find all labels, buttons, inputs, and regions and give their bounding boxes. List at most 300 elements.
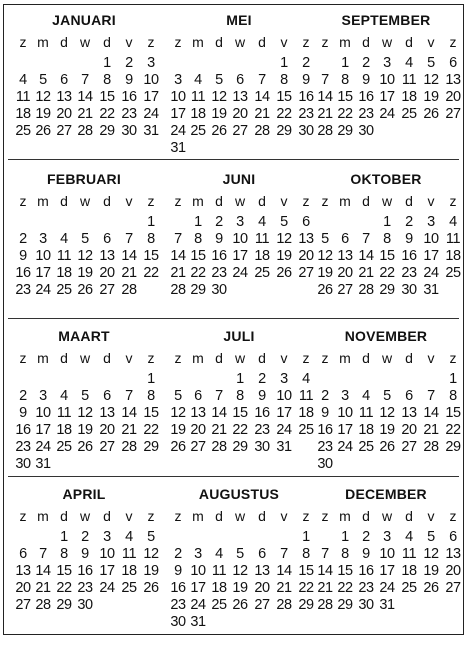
day-number: 22 — [143, 265, 159, 281]
day-number: 2 — [258, 371, 266, 387]
day-number: 5 — [81, 388, 89, 404]
day-number: 29 — [99, 123, 115, 139]
day-number: 20 — [232, 106, 248, 122]
day-number: 5 — [147, 529, 155, 545]
day-number: 25 — [211, 597, 227, 613]
weekday-label: z — [302, 350, 310, 366]
day-number: 24 — [35, 282, 51, 298]
day-number: 23 — [401, 265, 417, 281]
day-number: 27 — [56, 123, 72, 139]
day-number: 18 — [358, 422, 374, 438]
day-number: 6 — [236, 72, 244, 88]
day-number: 7 — [280, 546, 288, 562]
day-number: 3 — [174, 72, 182, 88]
weekday-label: z — [147, 508, 155, 524]
day-number: 7 — [258, 72, 266, 88]
day-number: 3 — [147, 55, 155, 71]
day-number: 19 — [170, 422, 186, 438]
day-number: 8 — [103, 72, 111, 88]
month-march — [9, 327, 159, 482]
day-number: 18 — [298, 405, 314, 421]
day-number: 10 — [170, 89, 186, 105]
day-number: 13 — [99, 248, 115, 264]
month-february — [9, 170, 159, 325]
day-number: 6 — [341, 231, 349, 247]
weekday-label: z — [449, 350, 457, 366]
day-number: 15 — [143, 248, 159, 264]
weekday-label: z — [19, 34, 27, 50]
day-number: 30 — [358, 597, 374, 613]
day-number: 7 — [362, 231, 370, 247]
month-name: MAART — [58, 328, 110, 344]
day-number: 3 — [39, 231, 47, 247]
weekday-label: v — [280, 508, 288, 524]
day-number: 26 — [170, 439, 186, 455]
weekday-label: d — [405, 34, 413, 50]
weekday-label: d — [103, 508, 111, 524]
day-number: 23 — [358, 106, 374, 122]
weekday-label: d — [60, 508, 68, 524]
day-number: 21 — [121, 422, 137, 438]
day-number: 8 — [236, 388, 244, 404]
day-number: 10 — [337, 405, 353, 421]
weekday-label: v — [125, 508, 133, 524]
day-number: 25 — [56, 282, 72, 298]
weekday-label: d — [258, 508, 266, 524]
day-number: 17 — [379, 563, 395, 579]
day-number: 7 — [427, 388, 435, 404]
day-number: 19 — [35, 106, 51, 122]
day-number: 22 — [232, 422, 248, 438]
month-july — [164, 327, 314, 482]
day-number: 14 — [276, 563, 292, 579]
day-number: 24 — [99, 580, 115, 596]
day-number: 7 — [125, 388, 133, 404]
day-number: 6 — [194, 388, 202, 404]
day-number: 27 — [401, 439, 417, 455]
weekday-label: z — [147, 350, 155, 366]
day-number: 10 — [35, 248, 51, 264]
day-number: 16 — [298, 89, 314, 105]
day-number: 22 — [445, 422, 461, 438]
day-number: 14 — [317, 563, 333, 579]
day-number: 21 — [358, 265, 374, 281]
month-august — [164, 485, 314, 640]
day-number: 18 — [211, 580, 227, 596]
day-number: 27 — [190, 439, 206, 455]
day-number: 24 — [143, 106, 159, 122]
day-number: 4 — [60, 231, 68, 247]
day-number: 3 — [236, 214, 244, 230]
day-number: 17 — [99, 563, 115, 579]
day-number: 30 — [77, 597, 93, 613]
weekday-label: z — [321, 34, 329, 50]
day-number: 27 — [337, 282, 353, 298]
day-number: 8 — [280, 72, 288, 88]
day-number: 27 — [232, 123, 248, 139]
day-number: 20 — [56, 106, 72, 122]
day-number: 3 — [427, 214, 435, 230]
day-number: 12 — [317, 248, 333, 264]
day-number: 2 — [19, 388, 27, 404]
day-number: 24 — [276, 422, 292, 438]
weekday-label: m — [192, 350, 204, 366]
weekday-label: m — [37, 350, 49, 366]
day-number: 7 — [215, 388, 223, 404]
weekday-label: d — [103, 350, 111, 366]
day-number: 31 — [423, 282, 439, 298]
day-number: 4 — [258, 214, 266, 230]
weekday-label: v — [280, 34, 288, 50]
day-number: 30 — [254, 439, 270, 455]
day-number: 19 — [232, 580, 248, 596]
day-number: 10 — [276, 388, 292, 404]
weekday-label: d — [258, 193, 266, 209]
weekday-label: v — [280, 350, 288, 366]
day-number: 14 — [35, 563, 51, 579]
day-number: 23 — [15, 282, 31, 298]
day-number: 24 — [379, 580, 395, 596]
day-number: 1 — [341, 55, 349, 71]
day-number: 22 — [337, 106, 353, 122]
weekday-label: v — [280, 193, 288, 209]
day-number: 24 — [379, 106, 395, 122]
day-number: 27 — [254, 597, 270, 613]
day-number: 11 — [56, 248, 72, 264]
day-number: 3 — [341, 388, 349, 404]
day-number: 18 — [15, 106, 31, 122]
weekday-label: w — [234, 508, 246, 524]
day-number: 13 — [401, 405, 417, 421]
day-number: 5 — [427, 529, 435, 545]
day-number: 16 — [254, 405, 270, 421]
day-number: 28 — [170, 282, 186, 298]
month-name: JANUARI — [52, 12, 116, 28]
day-number: 1 — [147, 371, 155, 387]
day-number: 15 — [56, 563, 72, 579]
weekday-label: w — [381, 193, 393, 209]
weekday-label: z — [174, 34, 182, 50]
day-number: 2 — [362, 55, 370, 71]
day-number: 31 — [190, 614, 206, 630]
day-number: 28 — [35, 597, 51, 613]
weekday-label: m — [339, 193, 351, 209]
day-number: 11 — [401, 546, 417, 562]
day-number: 26 — [211, 123, 227, 139]
day-number: 14 — [358, 248, 374, 264]
day-number: 9 — [19, 248, 27, 264]
day-number: 9 — [321, 405, 329, 421]
weekday-label: w — [234, 34, 246, 50]
weekday-label: m — [192, 34, 204, 50]
weekday-label: d — [258, 350, 266, 366]
day-number: 29 — [337, 597, 353, 613]
day-number: 27 — [15, 597, 31, 613]
day-number: 22 — [56, 580, 72, 596]
weekday-label: w — [381, 350, 393, 366]
day-number: 18 — [401, 89, 417, 105]
day-number: 10 — [232, 231, 248, 247]
day-number: 11 — [211, 563, 227, 579]
day-number: 7 — [125, 231, 133, 247]
weekday-label: d — [362, 34, 370, 50]
weekday-label: m — [339, 350, 351, 366]
day-number: 4 — [125, 529, 133, 545]
day-number: 6 — [449, 55, 457, 71]
weekday-label: d — [60, 34, 68, 50]
day-number: 19 — [379, 422, 395, 438]
day-number: 13 — [445, 72, 461, 88]
day-number: 1 — [341, 529, 349, 545]
month-name: AUGUSTUS — [198, 486, 280, 502]
day-number: 12 — [423, 546, 439, 562]
day-number: 4 — [194, 72, 202, 88]
month-name: MEI — [226, 12, 252, 28]
calendar-page — [3, 4, 464, 635]
day-number: 7 — [174, 231, 182, 247]
day-number: 6 — [103, 231, 111, 247]
day-number: 27 — [445, 580, 461, 596]
day-number: 27 — [445, 106, 461, 122]
weekday-label: z — [147, 193, 155, 209]
day-number: 6 — [405, 388, 413, 404]
day-number: 2 — [321, 388, 329, 404]
day-number: 21 — [35, 580, 51, 596]
day-number: 14 — [170, 248, 186, 264]
day-number: 13 — [56, 89, 72, 105]
day-number: 24 — [170, 123, 186, 139]
day-number: 10 — [423, 231, 439, 247]
month-name: SEPTEMBER — [341, 12, 431, 28]
day-number: 1 — [236, 371, 244, 387]
day-number: 28 — [358, 282, 374, 298]
day-number: 30 — [358, 123, 374, 139]
day-number: 24 — [423, 265, 439, 281]
day-number: 16 — [401, 248, 417, 264]
day-number: 8 — [383, 231, 391, 247]
day-number: 23 — [254, 422, 270, 438]
day-number: 10 — [99, 546, 115, 562]
day-number: 19 — [77, 422, 93, 438]
month-name: JULI — [223, 328, 255, 344]
month-name: NOVEMBER — [344, 328, 428, 344]
weekday-label: w — [381, 508, 393, 524]
day-number: 17 — [170, 106, 186, 122]
weekday-label: d — [215, 34, 223, 50]
day-number: 25 — [358, 439, 374, 455]
weekday-label: d — [405, 508, 413, 524]
day-number: 30 — [298, 123, 314, 139]
weekday-label: w — [79, 508, 91, 524]
day-number: 3 — [103, 529, 111, 545]
day-number: 7 — [81, 72, 89, 88]
day-number: 17 — [276, 405, 292, 421]
day-number: 5 — [81, 231, 89, 247]
day-number: 1 — [383, 214, 391, 230]
day-number: 16 — [77, 563, 93, 579]
day-number: 28 — [276, 597, 292, 613]
day-number: 26 — [77, 282, 93, 298]
day-number: 27 — [99, 282, 115, 298]
day-number: 20 — [190, 422, 206, 438]
day-number: 23 — [170, 597, 186, 613]
day-number: 29 — [445, 439, 461, 455]
weekday-label: d — [405, 193, 413, 209]
day-number: 9 — [174, 563, 182, 579]
day-number: 28 — [317, 597, 333, 613]
day-number: 28 — [254, 123, 270, 139]
day-number: 11 — [401, 72, 417, 88]
weekday-label: z — [302, 508, 310, 524]
day-number: 17 — [190, 580, 206, 596]
weekday-label: m — [37, 34, 49, 50]
day-number: 25 — [56, 439, 72, 455]
weekday-label: v — [125, 34, 133, 50]
day-number: 18 — [56, 422, 72, 438]
weekday-label: d — [215, 350, 223, 366]
weekday-label: z — [449, 193, 457, 209]
day-number: 15 — [337, 563, 353, 579]
day-number: 28 — [121, 439, 137, 455]
day-number: 21 — [77, 106, 93, 122]
day-number: 21 — [170, 265, 186, 281]
day-number: 5 — [39, 72, 47, 88]
day-number: 14 — [423, 405, 439, 421]
day-number: 3 — [39, 388, 47, 404]
day-number: 27 — [99, 439, 115, 455]
day-number: 29 — [56, 597, 72, 613]
day-number: 26 — [143, 580, 159, 596]
weekday-label: z — [449, 508, 457, 524]
day-number: 3 — [383, 55, 391, 71]
month-april — [9, 485, 159, 640]
day-number: 4 — [19, 72, 27, 88]
weekday-label: m — [339, 508, 351, 524]
day-number: 9 — [215, 231, 223, 247]
weekday-label: z — [321, 508, 329, 524]
day-number: 29 — [337, 123, 353, 139]
day-number: 9 — [302, 72, 310, 88]
day-number: 29 — [379, 282, 395, 298]
month-name: FEBRUARI — [47, 171, 121, 187]
day-number: 11 — [298, 388, 314, 404]
day-number: 27 — [298, 265, 314, 281]
weekday-label: d — [60, 193, 68, 209]
day-number: 18 — [445, 248, 461, 264]
day-number: 6 — [19, 546, 27, 562]
weekday-label: z — [147, 34, 155, 50]
day-number: 29 — [143, 439, 159, 455]
day-number: 21 — [423, 422, 439, 438]
weekday-label: d — [362, 350, 370, 366]
day-number: 1 — [449, 371, 457, 387]
day-number: 15 — [143, 405, 159, 421]
day-number: 22 — [276, 106, 292, 122]
weekday-label: w — [79, 193, 91, 209]
day-number: 8 — [147, 231, 155, 247]
day-number: 17 — [337, 422, 353, 438]
day-number: 5 — [280, 214, 288, 230]
month-january — [9, 11, 159, 166]
day-number: 5 — [236, 546, 244, 562]
day-number: 26 — [379, 439, 395, 455]
day-number: 6 — [449, 529, 457, 545]
day-number: 6 — [60, 72, 68, 88]
day-number: 2 — [302, 55, 310, 71]
weekday-label: w — [381, 34, 393, 50]
weekday-label: d — [103, 34, 111, 50]
day-number: 10 — [190, 563, 206, 579]
day-number: 31 — [276, 439, 292, 455]
day-number: 11 — [358, 405, 374, 421]
day-number: 19 — [423, 563, 439, 579]
day-number: 24 — [337, 439, 353, 455]
day-number: 30 — [211, 282, 227, 298]
weekday-label: z — [449, 34, 457, 50]
day-number: 22 — [337, 580, 353, 596]
day-number: 25 — [190, 123, 206, 139]
day-number: 13 — [99, 405, 115, 421]
day-number: 13 — [298, 231, 314, 247]
day-number: 20 — [337, 265, 353, 281]
day-number: 29 — [298, 597, 314, 613]
weekday-label: z — [174, 193, 182, 209]
day-number: 4 — [302, 371, 310, 387]
day-number: 1 — [147, 214, 155, 230]
day-number: 26 — [317, 282, 333, 298]
day-number: 20 — [401, 422, 417, 438]
day-number: 16 — [358, 563, 374, 579]
weekday-label: v — [427, 350, 435, 366]
day-number: 20 — [445, 563, 461, 579]
day-number: 23 — [15, 439, 31, 455]
weekday-label: d — [362, 193, 370, 209]
day-number: 13 — [190, 405, 206, 421]
weekday-label: z — [302, 193, 310, 209]
day-number: 16 — [15, 422, 31, 438]
day-number: 18 — [401, 563, 417, 579]
day-number: 25 — [401, 580, 417, 596]
day-number: 26 — [423, 106, 439, 122]
weekday-label: z — [174, 350, 182, 366]
day-number: 2 — [215, 214, 223, 230]
weekday-label: w — [234, 350, 246, 366]
day-number: 6 — [302, 214, 310, 230]
day-number: 5 — [427, 55, 435, 71]
day-number: 16 — [121, 89, 137, 105]
day-number: 11 — [121, 546, 137, 562]
day-number: 2 — [81, 529, 89, 545]
day-number: 15 — [190, 248, 206, 264]
weekday-label: d — [103, 193, 111, 209]
day-number: 26 — [35, 123, 51, 139]
day-number: 15 — [99, 89, 115, 105]
day-number: 17 — [35, 422, 51, 438]
month-november — [311, 327, 461, 482]
day-number: 28 — [121, 282, 137, 298]
day-number: 10 — [379, 546, 395, 562]
day-number: 31 — [379, 597, 395, 613]
day-number: 7 — [39, 546, 47, 562]
weekday-label: v — [427, 193, 435, 209]
day-number: 25 — [121, 580, 137, 596]
day-number: 9 — [258, 388, 266, 404]
day-number: 8 — [194, 231, 202, 247]
day-number: 17 — [35, 265, 51, 281]
day-number: 12 — [276, 231, 292, 247]
day-number: 12 — [77, 405, 93, 421]
month-name: APRIL — [62, 486, 106, 502]
